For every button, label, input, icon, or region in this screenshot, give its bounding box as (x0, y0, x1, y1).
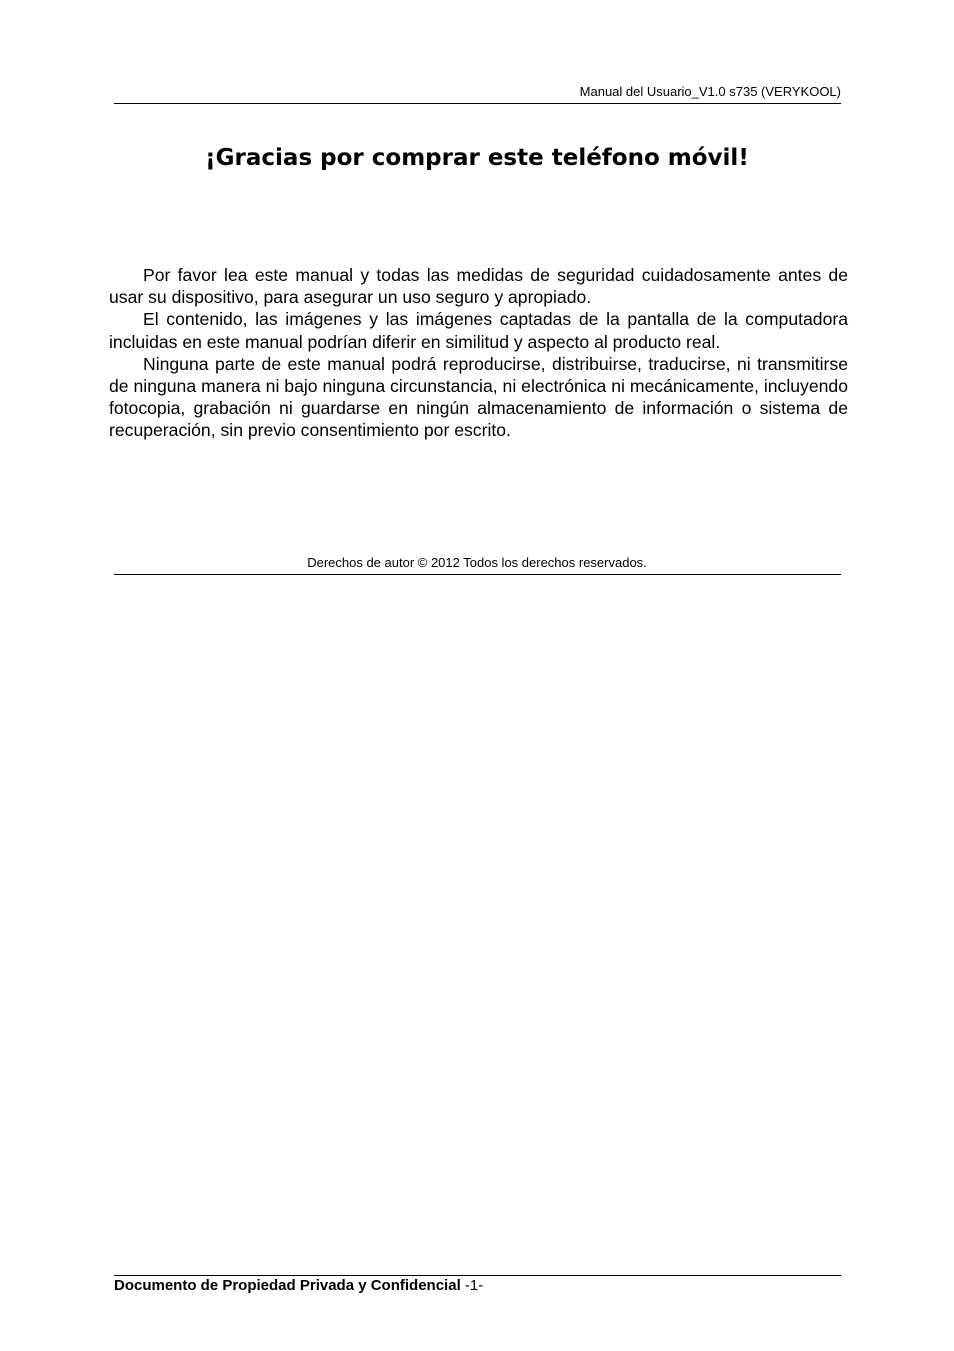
paragraph-content-disclaimer: El contenido, las imágenes y las imágenes captadas de la pantalla de la computadora incluidas en este manual podrían diferir en similitud y aspecto al producto real. (109, 309, 848, 352)
footer-divider (114, 1275, 841, 1276)
copyright-divider (114, 574, 841, 575)
page-title: ¡Gracias por comprar este teléfono móvil! (205, 145, 749, 171)
intro-body (109, 264, 848, 442)
running-header: Manual del Usuario_V1.0 s735 (VERYKOOL) (579, 84, 841, 99)
paragraph-safety: Por favor lea este manual y todas las medidas de seguridad cuidadosamente antes de usar su dispositivo, para asegurar un uso seguro y apropiado. (109, 265, 848, 308)
page-number: -1- (464, 1277, 484, 1294)
paragraph-reproduction-notice: Ninguna parte de este manual podrá reproducirse, distribuirse, traducirse, ni transmitirse de ninguna manera ni bajo ninguna circunstancia, ni electrónica ni mecánicamente, incluyendo fotocopia, grabación ni guardarse en ningún almacenamiento de información o sistema de recuperación, sin previo consentimiento por escrito. (109, 353, 848, 441)
page-footer (114, 1277, 483, 1295)
copyright-notice: Derechos de autor © 2012 Todos los derechos reservados. (307, 555, 647, 570)
header-divider (114, 103, 841, 104)
footer-label: Documento de Propiedad Privada y Confidencial (114, 1277, 461, 1294)
